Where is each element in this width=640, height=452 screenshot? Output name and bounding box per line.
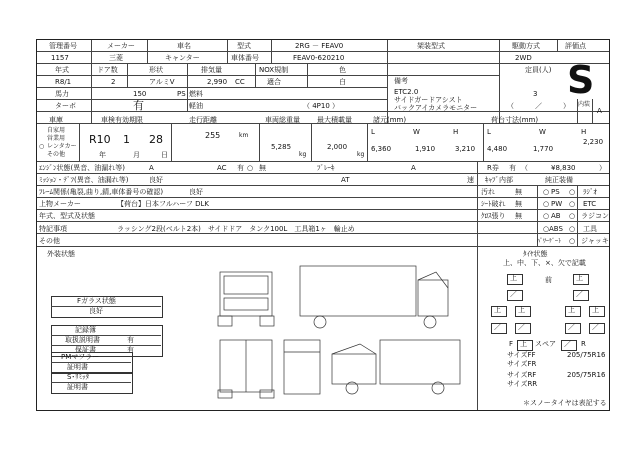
equip-2-name: PW: [551, 200, 563, 208]
equip-5-maru2: ○: [569, 237, 576, 245]
shoyuu-w: W: [413, 128, 420, 136]
sonota-label: その他: [39, 237, 60, 245]
cabin-label: ｷｬﾌﾞ内部: [485, 176, 513, 184]
uemono-label: 上物メーカー: [39, 200, 81, 208]
renta-label: レンタカー: [47, 143, 77, 150]
shoyuu-l: L: [371, 128, 375, 136]
truck-diagram: [212, 262, 472, 402]
size-fr-label: サイズFR: [507, 360, 537, 368]
ac-label: AC: [217, 164, 227, 172]
tire-rr-2-val: 上: [592, 306, 599, 314]
yogore-label: 汚れ: [481, 188, 495, 196]
tokki-val: ラッシング2段(ベルト2本) サイドドア タンク100L 工具箱1ヶ 輪止め: [117, 225, 355, 233]
mileage-val: 255: [205, 131, 221, 140]
turbo-label: ターボ: [55, 102, 76, 110]
s-label: S･ﾘﾐｯﾀ: [67, 373, 89, 381]
label-iro: 色: [339, 66, 346, 74]
equip-2-alt: ETC: [583, 200, 597, 208]
bikou-line-3: バックアイカメラモニター: [394, 104, 478, 112]
tire-r-label: R: [581, 340, 586, 348]
tire-spare-label: スペア: [535, 340, 556, 348]
brake-label: ﾌﾞﾚｰｷ: [317, 164, 335, 172]
frame-val: 良好: [189, 188, 203, 196]
kg-unit-2: kg: [357, 151, 365, 158]
tire-rl-1-val: 上: [494, 306, 501, 314]
gross-val: 5,285: [271, 143, 292, 151]
ac-no: 無: [259, 164, 266, 172]
tire-note: ＊スノータイヤは表記する: [523, 399, 607, 407]
sonota-shako: その他: [47, 151, 66, 158]
tire-f-label: F: [509, 340, 514, 348]
tire-mae: 前: [545, 276, 552, 284]
hoshou-val: 有: [127, 346, 134, 354]
bikou-line-1: ETC2.0: [394, 88, 419, 96]
junsei-label: 純正装備: [545, 176, 573, 184]
equip-4-maru2: ○: [569, 225, 576, 233]
equip-3-name: AB: [551, 212, 561, 220]
size-ff-label: サイズFF: [507, 351, 536, 359]
shadai-label: 車体番号: [231, 54, 259, 62]
nidai-label: 荷台寸法(mm): [491, 116, 539, 124]
label-maker: メーカー: [107, 42, 135, 50]
tire-fr-1-val: 上: [576, 274, 583, 282]
soukou-label: 走行距離: [189, 116, 217, 124]
shamei-val: キャンター: [165, 54, 200, 62]
shaken-month: 1: [123, 133, 130, 146]
naigai-label: 内装: [578, 101, 591, 108]
hoshou-label: 保証書: [75, 346, 96, 354]
haikiryo-val: 2,990: [207, 78, 228, 86]
bariki-label: 馬力: [55, 90, 69, 98]
label-kasou: 架装型式: [417, 42, 445, 50]
fglass-label: Fガラス状態: [77, 297, 116, 305]
s-box: [51, 372, 133, 394]
shoyuu-h-val: 3,210: [455, 145, 476, 153]
load-val: 2,000: [327, 143, 348, 151]
label-kudou: 駆動方式: [512, 42, 540, 50]
label-keijo: 形状: [149, 66, 163, 74]
shoyuu-w-val: 1,910: [415, 145, 436, 153]
kanri-no: 1157: [51, 54, 69, 62]
size-rf-label: サイズRF: [507, 371, 537, 379]
engine-val: A: [149, 164, 154, 172]
equip-3-maru: ○: [543, 212, 550, 220]
equip-1-name: PS: [551, 188, 560, 196]
s-shomei: 証明書: [67, 383, 88, 391]
tire-rl-3-val: ／: [494, 323, 501, 331]
tire-fl-2-val: ／: [510, 290, 517, 298]
naigai-val: A: [597, 107, 602, 115]
pm-shomei: 証明書: [67, 363, 88, 371]
engine-label: ｴﾝｼﾞﾝ状態(異音、油漏れ等): [39, 164, 125, 172]
nenryo-val: 軽油: [189, 102, 203, 110]
rken-label: R券: [487, 164, 499, 172]
hi-unit: 日: [161, 151, 168, 159]
ps-unit: PS: [177, 90, 186, 98]
teiin-paren: （ ／ ）: [507, 102, 570, 110]
nidai-h-val: 2,230: [583, 138, 604, 146]
fglass-val: 良好: [89, 307, 103, 315]
tire-rr-1-val: 上: [568, 306, 575, 314]
nox-val: 適合: [267, 78, 281, 86]
bikou-label: 備考: [394, 77, 408, 85]
mission-label: ﾐｯｼｮﾝ・ﾃﾞﾌ(異音、油漏れ等): [39, 176, 129, 184]
cc-unit: CC: [235, 78, 245, 86]
label-haikiryo: 排気量: [201, 66, 222, 74]
shoyuu-h: H: [453, 128, 459, 136]
bikou-line-2: サイドガードアシスト: [394, 96, 463, 104]
nidai-l: L: [487, 128, 491, 136]
shako-label: 車庫: [49, 116, 63, 124]
kuros-val: 無: [515, 212, 522, 220]
bariki-val: 150: [133, 90, 147, 98]
equip-1-maru: ○: [543, 188, 550, 196]
gross-label: 車両総重量: [265, 116, 300, 124]
kudou-val: 2WD: [515, 54, 532, 62]
seat-val: 無: [515, 200, 522, 208]
size-rf-val: 205/75R16: [567, 371, 606, 379]
equip-2-maru2: ○: [569, 200, 576, 208]
nendo-label: 年式、型式及状態: [39, 212, 95, 220]
inspection-sheet: [36, 39, 610, 411]
label-nenshiki: 年式: [55, 66, 69, 74]
nidai-h: H: [581, 128, 587, 136]
eigyo-label: 営業用: [47, 135, 66, 142]
jika-label: 自家用: [47, 127, 66, 134]
iro-val: 白: [339, 78, 346, 86]
ac-maru: ○: [247, 164, 254, 172]
equip-1-alt: ﾗｼﾞｵ: [583, 188, 597, 196]
kari-val: 【荷台】日本フルハーフ DLK: [117, 200, 209, 208]
ac-yes: 有: [237, 164, 244, 172]
tire-rr-3-val: ／: [568, 323, 575, 331]
tire-title: ﾀｲﾔ状態: [523, 250, 548, 258]
at-label: AT: [341, 176, 350, 184]
rken-open: （: [521, 164, 528, 172]
label-katashiki: 型式: [237, 42, 251, 50]
kuros-label: ｸﾛｽ張り: [481, 212, 506, 220]
shaken-day: 28: [149, 133, 163, 146]
rken-yes: 有: [509, 164, 516, 172]
kiroku-label: 記録簿: [75, 326, 96, 334]
equip-3-maru2: ○: [569, 212, 576, 220]
equip-4-name: ABS: [549, 225, 563, 233]
turbo-val: 有: [133, 99, 144, 112]
label-doors: ドア数: [97, 66, 118, 74]
torisetsu-val: 有: [127, 336, 134, 344]
torisetsu-label: 取扱説明書: [65, 336, 100, 344]
km-unit: km: [239, 132, 249, 139]
label-shamei: 車名: [177, 42, 191, 50]
katashiki-val: 2RG － FEAV0: [295, 42, 344, 50]
nen-unit: 年: [99, 151, 106, 159]
gaikan-title: 外装状態: [47, 250, 75, 258]
tsuki-unit: 月: [133, 151, 140, 159]
seat-label: ｼｰﾄ破れ: [481, 200, 506, 208]
nen-val: R8/1: [55, 78, 72, 86]
nidai-w-val: 1,770: [533, 145, 554, 153]
mission-val: 良好: [149, 176, 163, 184]
shadai-no: FEAV0-620210: [293, 54, 345, 62]
nidai-w: W: [539, 128, 546, 136]
tire-r-val: ／: [564, 340, 571, 348]
brake-val: A: [411, 164, 416, 172]
shoyuu-l-val: 6,360: [371, 145, 392, 153]
doors-val: 2: [111, 78, 116, 86]
equip-1-maru2: ○: [569, 188, 576, 196]
shoyuu-label: 諸元(mm): [373, 116, 407, 124]
equip-5-alt: ジャッキ: [581, 237, 609, 245]
keijo-val: アルミV: [149, 78, 175, 86]
tire-fr-2-val: ／: [576, 290, 583, 298]
kg-unit-1: kg: [299, 151, 307, 158]
tire-sub: 上、中、下、×、欠で記載: [503, 259, 586, 267]
label-teiin: 定員(人): [525, 66, 552, 74]
soku-label: 速: [467, 176, 474, 184]
label-hyouka: 評価点: [565, 42, 586, 50]
tire-rl-2-val: 上: [518, 306, 525, 314]
renta-maru: ○: [39, 143, 45, 150]
equip-3-alt: ラジコン: [581, 212, 609, 220]
teiin-val: 3: [533, 90, 538, 98]
saidai-label: 最大積載量: [317, 116, 352, 124]
equip-2-maru: ○: [543, 200, 550, 208]
rken-price: ¥8,830: [551, 164, 576, 172]
label-nox: NOX規制: [259, 66, 289, 74]
nidai-l-val: 4,480: [487, 145, 508, 153]
tokki-label: 特記事項: [39, 225, 67, 233]
size-ff-val: 205/75R16: [567, 351, 606, 359]
tire-spare-val: 上: [520, 340, 527, 348]
equip-4-maru: ○: [543, 225, 550, 233]
size-rr-label: サイズRR: [507, 380, 538, 388]
shaken-reiwa: R10: [89, 133, 111, 146]
frame-label: ﾌﾚｰﾑ関係(亀裂,曲り,錆,車体番号の確認): [39, 188, 164, 196]
nenryo-code: （ 4P10 ）: [303, 102, 340, 110]
equip-4-alt: 工具: [583, 225, 597, 233]
equip-5-name: ﾊﾟﾜｰｹﾞｰﾄ: [537, 238, 562, 245]
tire-fl-1-val: 上: [510, 274, 517, 282]
nenryo-label: 燃料: [189, 90, 203, 98]
label-kanri: 管理番号: [49, 42, 77, 50]
pm-label: PMマフラー: [61, 353, 100, 361]
yukou-label: 車検有効期限: [101, 116, 143, 124]
score: S: [567, 58, 595, 102]
tire-rr-4-val: ／: [592, 323, 599, 331]
maker-val: 三菱: [109, 54, 123, 62]
rken-close: ）: [599, 164, 606, 172]
tire-rl-4-val: ／: [518, 323, 525, 331]
yogore-val: 無: [515, 188, 522, 196]
